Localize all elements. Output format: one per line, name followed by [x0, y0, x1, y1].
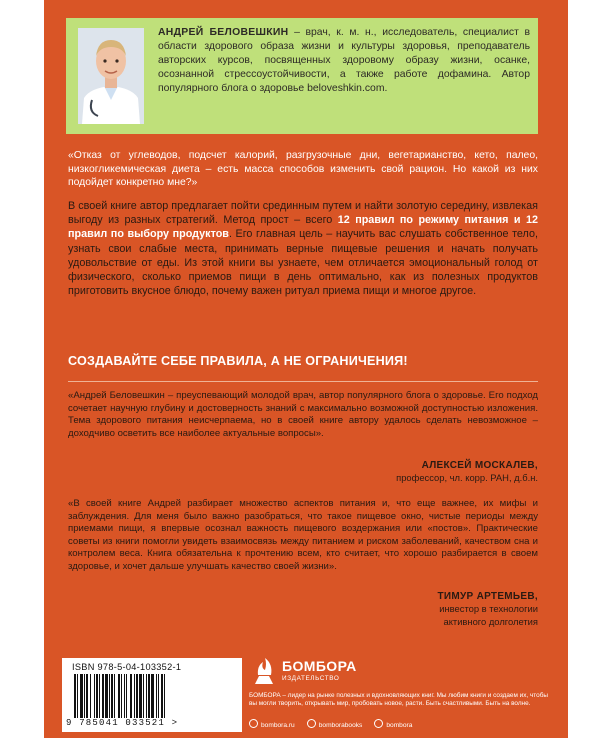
publisher-name: БОМБОРА — [282, 658, 357, 674]
orange-panel — [44, 0, 568, 738]
divider — [68, 381, 538, 382]
vk-icon — [307, 719, 316, 728]
barcode-number: 9 785041 033521 > — [66, 718, 179, 728]
bombora-logo-icon — [249, 654, 279, 688]
review-quote-1: «Андрей Беловешкин – преуспевающий молодой врач, автор популярного блога о здоровье. Его подход сочетает научную глубину и достоверность знаний с максимально возможной доступностью изложения. Тема здорового питания неисчерпаема, но в своей книге автору удалось сделать невозможное – доходчиво осветить все наиболее актуальные вопросы». — [68, 390, 538, 439]
reviewer-2 — [437, 590, 538, 628]
review-quote-2: «В своей книге Андрей разбирает множество аспектов питания и, что еще важнее, их мифы и заблуждения. Для меня было важно разобраться, что такое пищевое окно, чистые периоды между приемами пищи, я впервые осознал важность пищевого воздержания или «постов». Практические советы из книги помогли увидеть взаимосвязь между питанием и риском заболеваний, качеством сна и контролем веса. Книга обязательна к прочтению всем, кто считает, что хорошо разбирается в своем здоровье, и хочет дальше улучшать качество своей жизни». — [68, 498, 538, 572]
author-block — [66, 18, 538, 134]
barcode-panel — [62, 658, 242, 732]
website-link[interactable]: bombora.ru — [249, 719, 295, 729]
description-highlight: 12 правил по режиму питания и 12 правил по выбору продуктов — [68, 214, 538, 241]
reviewer-1-role: профессор, чл. корр. РАН, д.б.н. — [396, 472, 538, 483]
publisher-description: БОМБОРА – лидер на рынке полезных и вдохновляющих книг. Мы любим книги и создаем их, чтобы вы могли творить, открывать мир, пробовать новое, расти. Быть счастливыми. Быть на волне. — [249, 692, 548, 707]
globe-icon — [249, 719, 258, 728]
instagram-link[interactable]: bombora — [374, 719, 412, 729]
author-portrait-icon — [78, 28, 144, 124]
vk-link[interactable]: bomborabooks — [307, 719, 363, 729]
reviewer-1 — [396, 459, 538, 485]
publisher-social-links — [249, 719, 549, 729]
author-bio-text: – врач, к. м. н., исследователь, специалист в области здорового образа жизни и культуры здоровья, преподаватель авторских курсов, посвященных здоровому образу жизни, осанке, осознанной стрессоустойчивости, а также работе дофамина. Автор популярного блога о здоровье beloveshkin.com. — [158, 27, 530, 94]
reviewer-2-role-line-2: активного долголетия — [443, 615, 538, 627]
description-part-1: В своей книге автор предлагает пойти срединным путем и найти золотую середину, извлекая выгоду из разных стратегий. Метод прост – всего — [68, 200, 538, 227]
publisher-subtitle: ИЗДАТЕЛЬСТВО — [282, 675, 340, 682]
barcode-icon — [72, 674, 232, 718]
isbn: ISBN 978-5-04-103352-1 — [72, 662, 182, 672]
motto: СОЗДАВАЙТЕ СЕБЕ ПРАВИЛА, А НЕ ОГРАНИЧЕНИЯ! — [68, 354, 408, 368]
instagram-icon — [374, 719, 383, 728]
description — [68, 199, 538, 298]
blurb-quote: «Отказ от углеводов, подсчет калорий, разгрузочные дни, вегетарианство, кето, палео, низкогликемическая диета – есть масса способов изменить свой рацион. Но какой из них подойдет конкретно мне?» — [68, 150, 538, 189]
author-photo — [78, 28, 144, 124]
reviewer-1-name: АЛЕКСЕЙ МОСКАЛЕВ, — [421, 460, 538, 471]
author-name: АНДРЕЙ БЕЛОВЕШКИН — [158, 27, 289, 38]
reviewer-2-name: ТИМУР АРТЕМЬЕВ, — [437, 591, 538, 602]
reviewer-2-role-line-1: инвестор в технологии — [439, 603, 538, 614]
description-part-2: . Его главная цель – научить вас слушать собственное тело, узнать свои слабые места, принимать верные пищевые решения и начать получать удовольствие от еды. Из этой книги вы узнаете, чем отличается эмоциональный голод от физического, сколько приемов пищи в день оптимально, как из полезных продуктов приготовить вкусное блюдо, почему важен ритуал приема пищи и многое другое. — [68, 228, 538, 298]
author-bio — [158, 26, 530, 96]
